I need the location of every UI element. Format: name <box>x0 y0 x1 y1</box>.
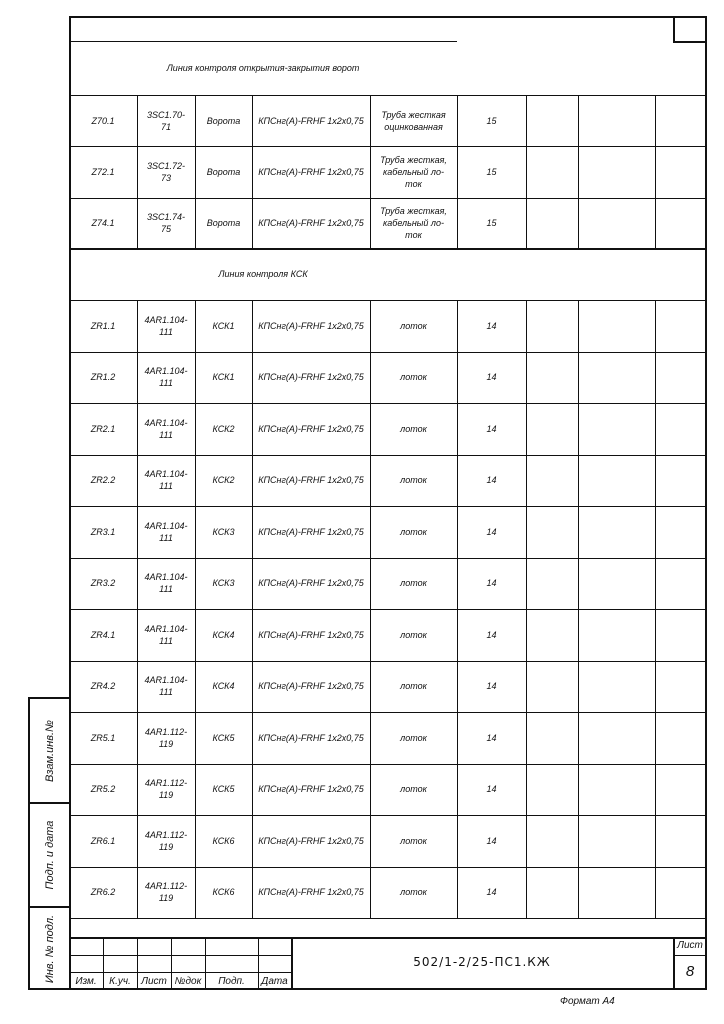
stamp-col-podp: Подп. <box>218 976 245 987</box>
row-device: КСК2 <box>212 423 235 434</box>
row-id: ZR3.1 <box>90 526 116 537</box>
row-cable: КПСнг(А)-FRHF 1х2х0,75 <box>258 166 364 177</box>
row-device: КСК3 <box>212 526 235 537</box>
sheet-label: Лист <box>677 940 703 951</box>
row-length: 14 <box>486 681 497 692</box>
row-id: ZR3.2 <box>90 578 116 589</box>
row-length: 14 <box>486 732 497 743</box>
row-cable: КПСнг(А)-FRHF 1х2х0,75 <box>258 681 364 692</box>
table-col-line <box>457 95 458 249</box>
row-terminal: 4AR1.104-111 <box>144 469 188 492</box>
row-device: КСК4 <box>212 681 235 692</box>
side-label-inventory: Инв. № подл. <box>44 914 56 984</box>
row-length: 15 <box>486 115 497 126</box>
row-device: КСК1 <box>212 372 235 383</box>
row-terminal: 4AR1.104-111 <box>144 572 188 595</box>
row-length: 14 <box>486 784 497 795</box>
row-cable: КПСнг(А)-FRHF 1х2х0,75 <box>258 526 364 537</box>
row-terminal: 4AR1.104-111 <box>144 675 188 698</box>
row-terminal: 4AR1.112-119 <box>144 778 188 801</box>
row-terminal: 3SC1.72-73 <box>146 160 186 183</box>
row-id: Z70.1 <box>91 115 115 126</box>
table-col-line <box>655 300 656 918</box>
stamp-col-ndok: №док <box>174 976 202 987</box>
row-route: лоток <box>400 475 427 486</box>
row-length: 14 <box>486 629 497 640</box>
row-device: КСК2 <box>212 475 235 486</box>
row-route: лоток <box>400 887 427 898</box>
row-terminal: 4AR1.104-111 <box>144 314 188 337</box>
row-length: 14 <box>486 372 497 383</box>
row-route: Труба жесткая, кабельный ло-ток <box>380 206 447 241</box>
row-device: КСК6 <box>212 835 235 846</box>
row-id: ZR6.2 <box>90 887 116 898</box>
table-col-line <box>252 300 253 918</box>
row-device: КСК5 <box>212 732 235 743</box>
row-terminal: 4AR1.112-119 <box>144 726 188 749</box>
row-id: ZR2.2 <box>90 475 116 486</box>
row-cable: КПСнг(А)-FRHF 1х2х0,75 <box>258 320 364 331</box>
row-route: лоток <box>400 423 427 434</box>
row-id: ZR4.1 <box>90 629 116 640</box>
stamp-top-line <box>69 937 707 939</box>
row-length: 14 <box>486 887 497 898</box>
row-length: 15 <box>486 166 497 177</box>
table-col-line <box>655 95 656 249</box>
row-route: лоток <box>400 526 427 537</box>
row-terminal: 4AR1.104-111 <box>144 520 188 543</box>
row-cable: КПСнг(А)-FRHF 1х2х0,75 <box>258 115 364 126</box>
row-terminal: 3SC1.74-75 <box>146 212 186 235</box>
table-col-line <box>195 300 196 918</box>
row-cable: КПСнг(А)-FRHF 1х2х0,75 <box>258 629 364 640</box>
row-route: Труба жесткая оцинкованная <box>381 109 446 132</box>
side-label-signature: Подп. и дата <box>44 820 56 890</box>
row-terminal: 4AR1.112-119 <box>144 829 188 852</box>
corner-box <box>673 16 707 43</box>
row-device: Ворота <box>206 218 241 229</box>
table-bottom-line <box>69 918 707 919</box>
row-id: ZR6.1 <box>90 835 116 846</box>
row-device: КСК5 <box>212 784 235 795</box>
side-box-inventory <box>28 906 69 990</box>
table-col-line <box>137 300 138 918</box>
section-title: Линия контроля КСК <box>218 269 308 279</box>
row-length: 14 <box>486 835 497 846</box>
row-length: 14 <box>486 475 497 486</box>
table-col-line <box>195 95 196 249</box>
row-terminal: 4AR1.104-111 <box>144 623 188 646</box>
row-device: КСК1 <box>212 320 235 331</box>
row-terminal: 3SC1.70-71 <box>146 109 186 132</box>
row-device: КСК3 <box>212 578 235 589</box>
side-box-signature <box>28 804 69 908</box>
row-route: лоток <box>400 578 427 589</box>
row-route: лоток <box>400 629 427 640</box>
row-id: ZR5.1 <box>90 732 116 743</box>
table-col-line <box>526 95 527 249</box>
row-terminal: 4AR1.104-111 <box>144 366 188 389</box>
row-length: 14 <box>486 578 497 589</box>
table-col-line <box>526 300 527 918</box>
table-col-line <box>578 95 579 249</box>
row-route: лоток <box>400 681 427 692</box>
table-col-line <box>457 300 458 918</box>
stamp-sheet-line <box>673 955 707 956</box>
row-id: ZR2.1 <box>90 423 116 434</box>
row-cable: КПСнг(А)-FRHF 1х2х0,75 <box>258 578 364 589</box>
row-cable: КПСнг(А)-FRHF 1х2х0,75 <box>258 218 364 229</box>
row-id: ZR5.2 <box>90 784 116 795</box>
row-terminal: 4AR1.112-119 <box>144 881 188 904</box>
stamp-col-kuch: К.уч. <box>109 976 131 987</box>
row-cable: КПСнг(А)-FRHF 1х2х0,75 <box>258 887 364 898</box>
row-route: лоток <box>400 835 427 846</box>
document-designation: 502/1-2/25-ПС1.КЖ <box>413 955 551 969</box>
row-cable: КПСнг(А)-FRHF 1х2х0,75 <box>258 372 364 383</box>
row-length: 14 <box>486 423 497 434</box>
table-col-line <box>370 95 371 249</box>
row-length: 15 <box>486 218 497 229</box>
row-route: лоток <box>400 784 427 795</box>
row-route: Труба жесткая, кабельный ло-ток <box>380 154 447 189</box>
row-cable: КПСнг(А)-FRHF 1х2х0,75 <box>258 423 364 434</box>
row-device: Ворота <box>206 166 241 177</box>
row-cable: КПСнг(А)-FRHF 1х2х0,75 <box>258 732 364 743</box>
table-col-line <box>370 300 371 918</box>
row-device: Ворота <box>206 115 241 126</box>
table-col-line <box>578 300 579 918</box>
format-label: Формат А4 <box>560 996 615 1007</box>
stamp-col-izm: Изм. <box>75 976 97 987</box>
row-length: 14 <box>486 320 497 331</box>
row-route: лоток <box>400 372 427 383</box>
row-cable: КПСнг(А)-FRHF 1х2х0,75 <box>258 475 364 486</box>
row-id: ZR1.1 <box>90 320 116 331</box>
row-id: ZR1.2 <box>90 372 116 383</box>
row-cable: КПСнг(А)-FRHF 1х2х0,75 <box>258 784 364 795</box>
stamp-col-list: Лист <box>141 976 167 987</box>
row-route: лоток <box>400 320 427 331</box>
row-id: Z74.1 <box>91 218 115 229</box>
side-label-replacement: Взам.инв.№ <box>44 720 56 782</box>
row-device: КСК4 <box>212 629 235 640</box>
row-length: 14 <box>486 526 497 537</box>
row-cable: КПСнг(А)-FRHF 1х2х0,75 <box>258 835 364 846</box>
stamp-col-data: Дата <box>261 976 288 987</box>
table-col-line <box>137 95 138 249</box>
sheet-number: 8 <box>685 963 695 980</box>
row-terminal: 4AR1.104-111 <box>144 417 188 440</box>
row-route: лоток <box>400 732 427 743</box>
row-id: Z72.1 <box>91 166 115 177</box>
row-device: КСК6 <box>212 887 235 898</box>
side-box-replacement <box>28 697 69 804</box>
section-title: Линия контроля открытия-закрытия ворот <box>166 63 360 73</box>
table-col-line <box>252 95 253 249</box>
row-id: ZR4.2 <box>90 681 116 692</box>
